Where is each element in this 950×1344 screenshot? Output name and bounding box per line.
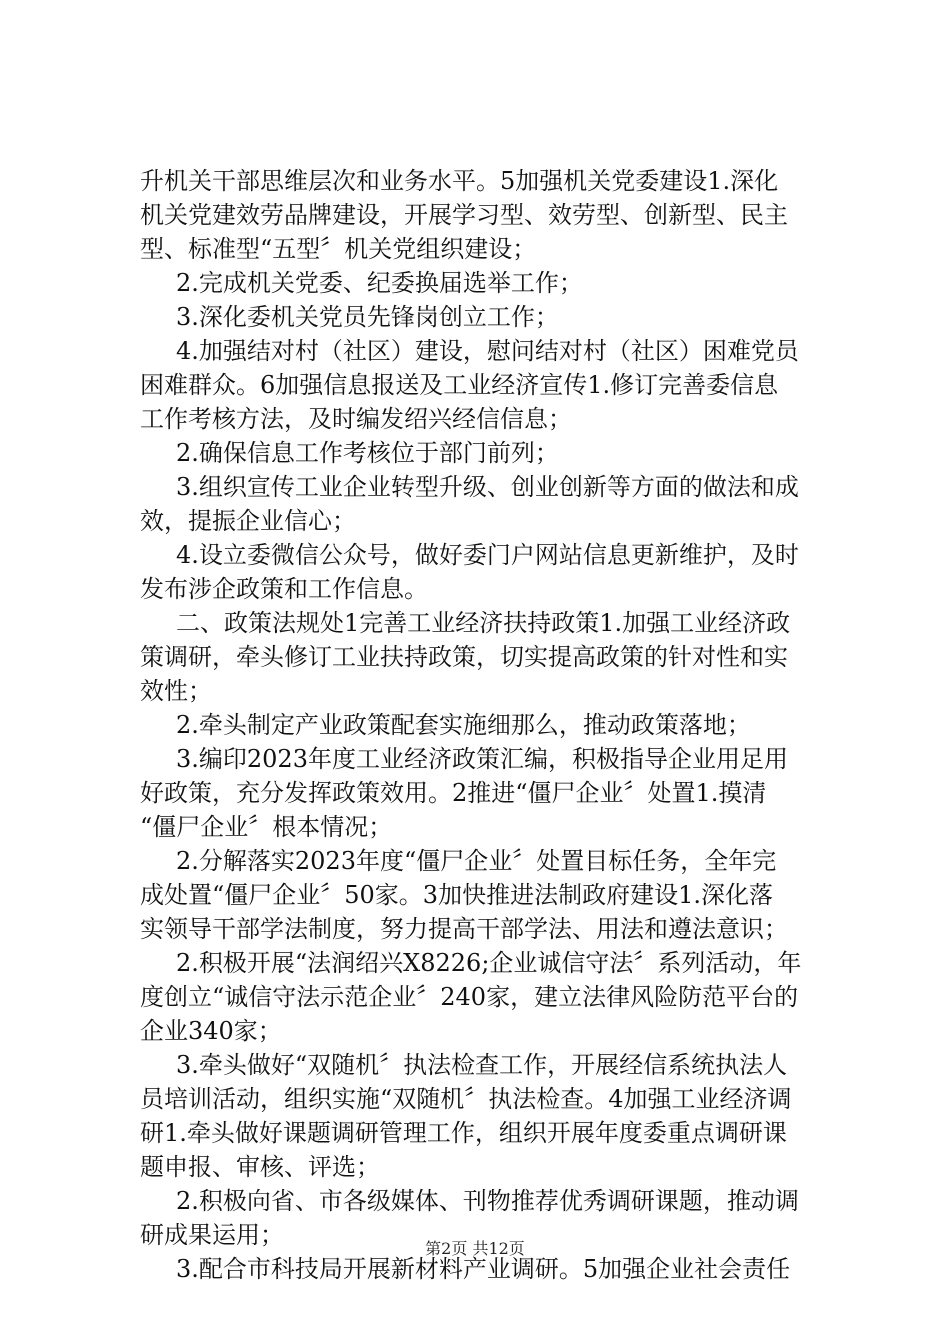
- text-line: 二、政策法规处1完善工业经济扶持政策1.加强工业经济政: [176, 609, 791, 637]
- text-line: 工作考核方法，及时编发绍兴经信信息；: [140, 405, 572, 433]
- text-line: 型、标准型“五型〞机关党组织建设；: [140, 235, 537, 263]
- text-line: 发布涉企政策和工作信息。: [140, 575, 428, 603]
- text-line: 效，提振企业信心；: [140, 507, 356, 535]
- text-line: 策调研，牵头修订工业扶持政策，切实提高政策的针对性和实: [140, 643, 788, 671]
- text-line: 成处置“僵尸企业〞50家。3加快推进法制政府建设1.深化落: [140, 881, 773, 909]
- text-line: 好政策，充分发挥政策效用。2推进“僵尸企业〞处置1.摸清: [140, 779, 767, 807]
- text-line: 2.确保信息工作考核位于部门前列；: [176, 439, 559, 467]
- text-line: 3.组织宣传工业企业转型升级、创业创新等方面的做法和成: [176, 473, 799, 501]
- text-line: “僵尸企业〞根本情况；: [140, 813, 393, 841]
- text-line: 2.积极开展“法润绍兴X8226;企业诚信守法〞系列活动，年: [176, 949, 802, 977]
- text-line: 员培训活动，组织实施“双随机〞执法检查。4加强工业经济调: [140, 1085, 792, 1113]
- page-number-footer: 第2页 共12页: [425, 1239, 525, 1258]
- text-line: 度创立“诚信守法示范企业〞240家，建立法律风险防范平台的: [140, 983, 799, 1011]
- text-line: 实领导干部学法制度，努力提高干部学法、用法和遵法意识；: [140, 915, 788, 943]
- text-line: 研成果运用；: [140, 1221, 284, 1249]
- text-line: 4.设立委微信公众号，做好委门户网站信息更新维护，及时: [176, 541, 799, 569]
- text-line: 企业340家；: [140, 1017, 282, 1045]
- text-line: 效性；: [140, 677, 212, 705]
- text-line: 题申报、审核、评选；: [140, 1153, 380, 1181]
- text-line: 4.加强结对村（社区）建设，慰问结对村（社区）困难党员: [176, 337, 799, 365]
- document-body: [140, 164, 830, 1286]
- text-line: 研1.牵头做好课题调研管理工作，组织开展年度委重点调研课: [140, 1119, 787, 1147]
- text-line: 3.编印2023年度工业经济政策汇编，积极指导企业用足用: [176, 745, 788, 773]
- text-line: 机关党建效劳品牌建设，开展学习型、效劳型、创新型、民主: [140, 201, 788, 229]
- text-line: 2.分解落实2023年度“僵尸企业〞处置目标任务，全年完: [176, 847, 777, 875]
- text-line: 3.配合市科技局开展新材料产业调研。5加强企业社会责任: [176, 1255, 791, 1283]
- text-line: 2.牵头制定产业政策配套实施细那么，推动政策落地；: [176, 711, 751, 739]
- text-line: 2.积极向省、市各级媒体、刊物推荐优秀调研课题，推动调: [176, 1187, 799, 1215]
- text-line: 升机关干部思维层次和业务水平。5加强机关党委建设1.深化: [140, 167, 779, 195]
- text-line: 困难群众。6加强信息报送及工业经济宣传1.修订完善委信息: [140, 371, 779, 399]
- text-line: 3.牵头做好“双随机〞执法检查工作，开展经信系统执法人: [176, 1051, 788, 1079]
- text-line: 2.完成机关党委、纪委换届选举工作；: [176, 269, 583, 297]
- text-line: 3.深化委机关党员先锋岗创立工作；: [176, 303, 559, 331]
